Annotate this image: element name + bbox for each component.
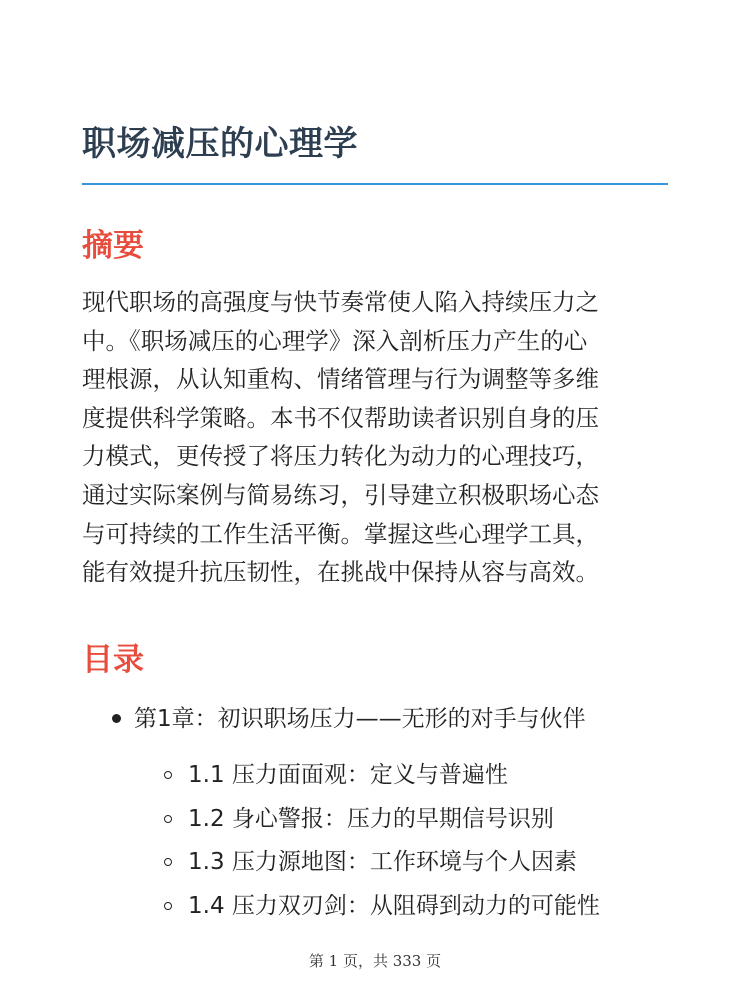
toc-section-1-1 xyxy=(82,754,668,798)
title-divider xyxy=(82,183,668,185)
page-number-footer: 第 1 页，共 333 页 xyxy=(308,952,442,970)
bullet-circle-icon xyxy=(164,902,172,910)
summary-heading: 摘要 xyxy=(82,228,144,264)
toc-heading: 目录 xyxy=(82,642,144,678)
toc-section-1-2 xyxy=(82,798,668,842)
abstract-line: 现代职场的高强度与快节奏常使人陷入持续压力之 xyxy=(82,288,599,316)
toc-section-1-4 xyxy=(82,885,668,929)
toc-section-label: 1.4 压力双刃剑：从阻碍到动力的可能性 xyxy=(188,892,600,919)
document-title: 职场减压的心理学 xyxy=(82,124,358,164)
toc-section-1-3 xyxy=(82,841,668,885)
toc-section-label: 1.3 压力源地图：工作环境与个人因素 xyxy=(188,849,577,875)
toc-sublist xyxy=(82,754,668,928)
bullet-disc-icon xyxy=(112,714,121,723)
bullet-circle-icon xyxy=(164,771,172,779)
abstract-line: 与可持续的工作生活平衡。掌握这些心理学工具， xyxy=(82,519,599,548)
abstract-line: 能有效提升抗压韧性，在挑战中保持从容与高效。 xyxy=(82,558,599,587)
abstract-line: 中。《职场减压的心理学》深入剖析压力产生的心 xyxy=(82,326,588,355)
toc-chapter-label: 第1章：初识职场压力——无形的对手与伙伴 xyxy=(134,706,586,732)
abstract-line: 理根源，从认知重构、情绪管理与行为调整等多维 xyxy=(82,365,599,394)
abstract-line: 力模式，更传授了将压力转化为动力的心理技巧， xyxy=(82,442,599,471)
abstract-line: 通过实际案例与简易练习，引导建立积极职场心态 xyxy=(82,480,599,509)
toc-section-label: 1.1 压力面面观：定义与普遍性 xyxy=(188,762,508,788)
toc-list xyxy=(82,697,668,741)
abstract-line: 度提供科学策略。本书不仅帮助读者识别自身的压 xyxy=(82,403,599,432)
abstract-paragraph xyxy=(82,283,668,592)
toc-section-label: 1.2 身心警报：压力的早期信号识别 xyxy=(188,805,554,832)
bullet-circle-icon xyxy=(164,815,172,823)
bullet-circle-icon xyxy=(164,858,172,866)
toc-chapter-1 xyxy=(82,697,668,741)
